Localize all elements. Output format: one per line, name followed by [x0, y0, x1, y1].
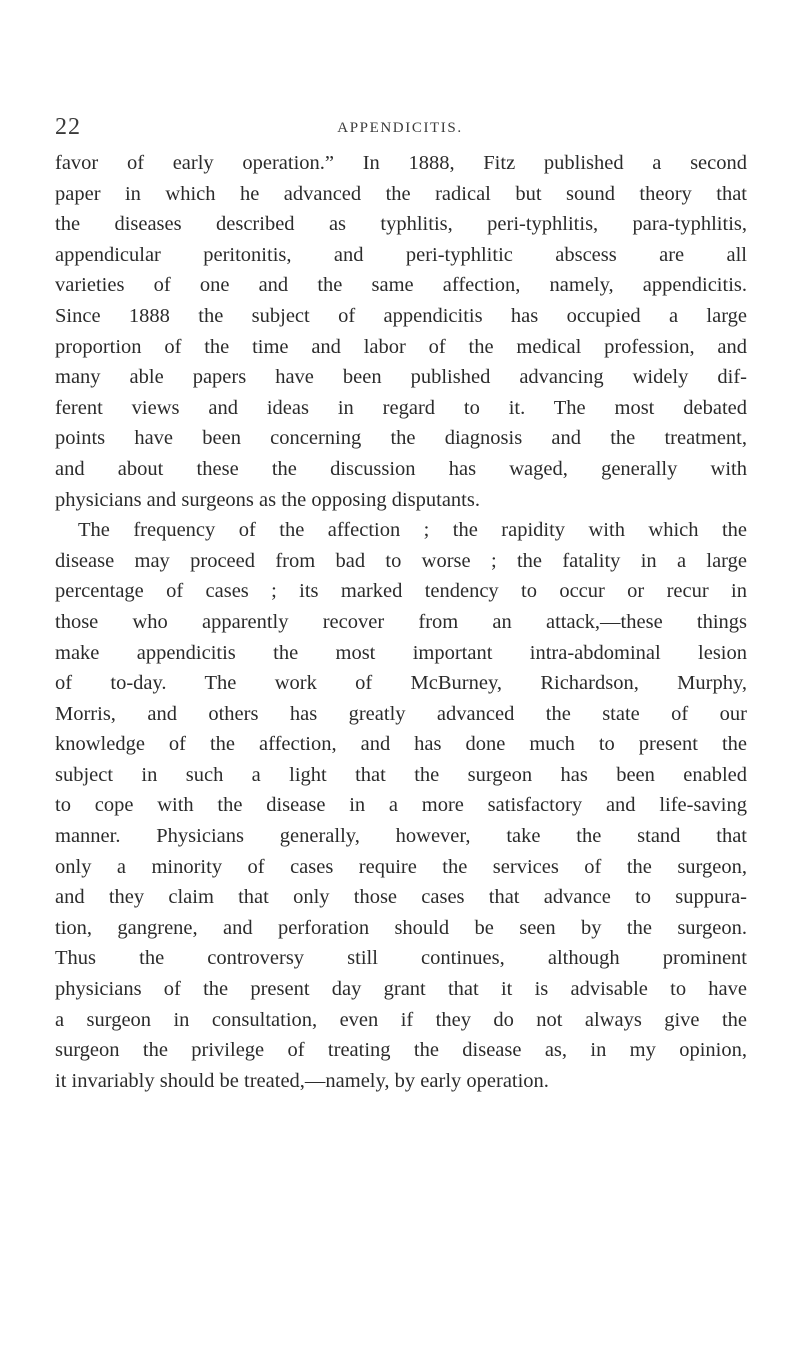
paragraph-1	[55, 148, 747, 515]
text-line: percentage of cases ; its marked tendency to occur or recur in	[55, 580, 747, 603]
text-line: of to-day. The work of McBurney, Richardson, Murphy,	[55, 672, 747, 695]
text-line: a surgeon in consultation, even if they do not always give the	[55, 1008, 747, 1031]
text-line: only a minority of cases require the services of the surgeon,	[55, 855, 747, 878]
text-line: ferent views and ideas in regard to it. The most debated	[55, 396, 747, 419]
text-line: Since 1888 the subject of appendicitis has occupied a large	[55, 304, 747, 327]
text-line: and about these the discussion has waged, generally with	[55, 457, 747, 480]
text-line: Morris, and others has greatly advanced the state of our	[55, 702, 747, 725]
text-line: points have been concerning the diagnosis and the treatment,	[55, 427, 747, 450]
text-line: tion, gangrene, and perforation should be seen by the surgeon.	[55, 916, 747, 939]
text-line: the diseases described as typhlitis, peri-typhlitis, para-typhlitis,	[55, 213, 747, 236]
text-line: subject in such a light that the surgeon has been enabled	[55, 763, 747, 786]
text-line: make appendicitis the most important intra-abdominal lesion	[55, 641, 747, 664]
text-line: and they claim that only those cases that advance to suppura-	[55, 886, 747, 909]
text-line: proportion of the time and labor of the medical profession, and	[55, 335, 747, 358]
body-text	[55, 148, 747, 1096]
running-title: APPENDICITIS.	[337, 120, 463, 136]
text-line: appendicular peritonitis, and peri-typhlitic abscess are all	[55, 243, 747, 266]
text-line: paper in which he advanced the radical but sound theory that	[55, 182, 747, 205]
paragraph-2	[55, 515, 747, 1096]
text-line: those who apparently recover from an attack,—these things	[55, 610, 747, 633]
text-line: disease may proceed from bad to worse ; the fatality in a large	[55, 549, 747, 572]
text-line: favor of early operation.” In 1888, Fitz published a second	[55, 152, 747, 174]
text-line: many able papers have been published advancing widely dif-	[55, 366, 747, 389]
text-line: physicians of the present day grant that it is advisable to have	[55, 978, 747, 1001]
text-line: surgeon the privilege of treating the disease as, in my opinion,	[55, 1039, 747, 1062]
text-line: it invariably should be treated,—namely, by early operation.	[55, 1069, 549, 1092]
running-head	[55, 114, 745, 144]
text-line: knowledge of the affection, and has done much to present the	[55, 733, 747, 756]
text-line: physicians and surgeons as the opposing disputants.	[55, 488, 480, 511]
text-line: Thus the controversy still continues, although prominent	[55, 947, 747, 970]
page-number: 22	[55, 114, 81, 140]
text-line: The frequency of the affection ; the rapidity with which the	[78, 519, 747, 542]
text-line: manner. Physicians generally, however, take the stand that	[55, 825, 747, 848]
text-line: to cope with the disease in a more satisfactory and life-saving	[55, 794, 747, 817]
text-line: varieties of one and the same affection, namely, appendicitis.	[55, 274, 747, 297]
